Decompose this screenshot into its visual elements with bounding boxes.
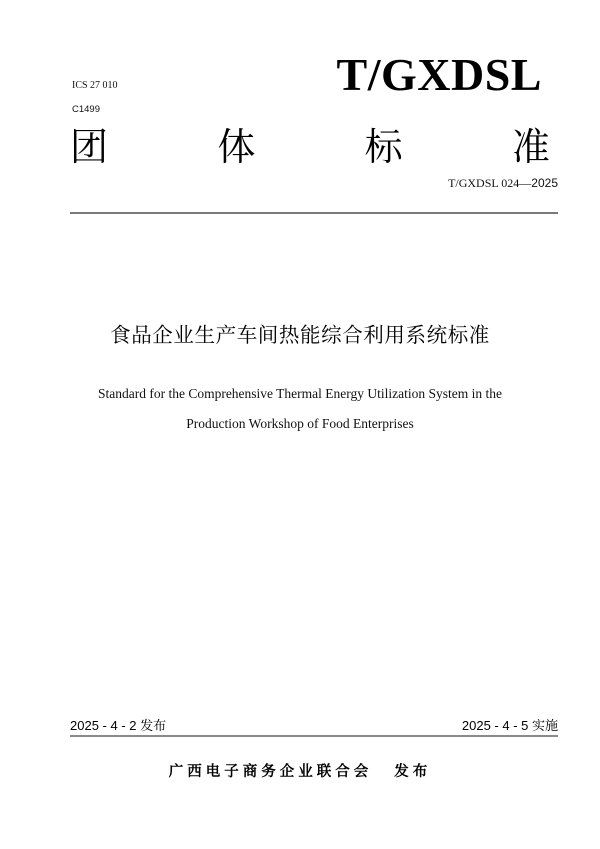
doc-type-char: 团 [70, 125, 109, 169]
implement-date: 2025 - 4 - 5 实施 [461, 718, 558, 733]
ccs-code: C1499 [72, 104, 100, 115]
document-type-heading [70, 124, 550, 170]
doc-type-char: 准 [511, 125, 550, 169]
standard-number [448, 176, 558, 191]
standard-number-prefix: T/GXDSL 024— [448, 176, 532, 190]
doc-type-char: 体 [217, 125, 256, 169]
header-divider [70, 212, 558, 214]
chinese-title: 食品企业生产车间热能综合利用系统标准 [110, 323, 490, 347]
english-title-line-2: Production Workshop of Food Enterprises [186, 416, 414, 431]
footer-divider [70, 735, 558, 737]
standard-brand-logo: T/GXDSL [336, 49, 542, 100]
publish-action: 发布 [394, 764, 432, 780]
english-title-line-1: Standard for the Comprehensive Thermal Energy Utilization System in the [97, 386, 503, 401]
dates-row [70, 718, 558, 734]
publisher-line [0, 760, 600, 781]
issue-date: 2025 - 4 - 2 发布 [70, 718, 167, 733]
doc-type-char: 标 [364, 125, 403, 169]
standard-number-year: 2025 [531, 176, 558, 190]
ics-code: ICS 27 010 [72, 80, 118, 91]
publisher-name: 广西电子商务企业联合会 [168, 764, 373, 780]
